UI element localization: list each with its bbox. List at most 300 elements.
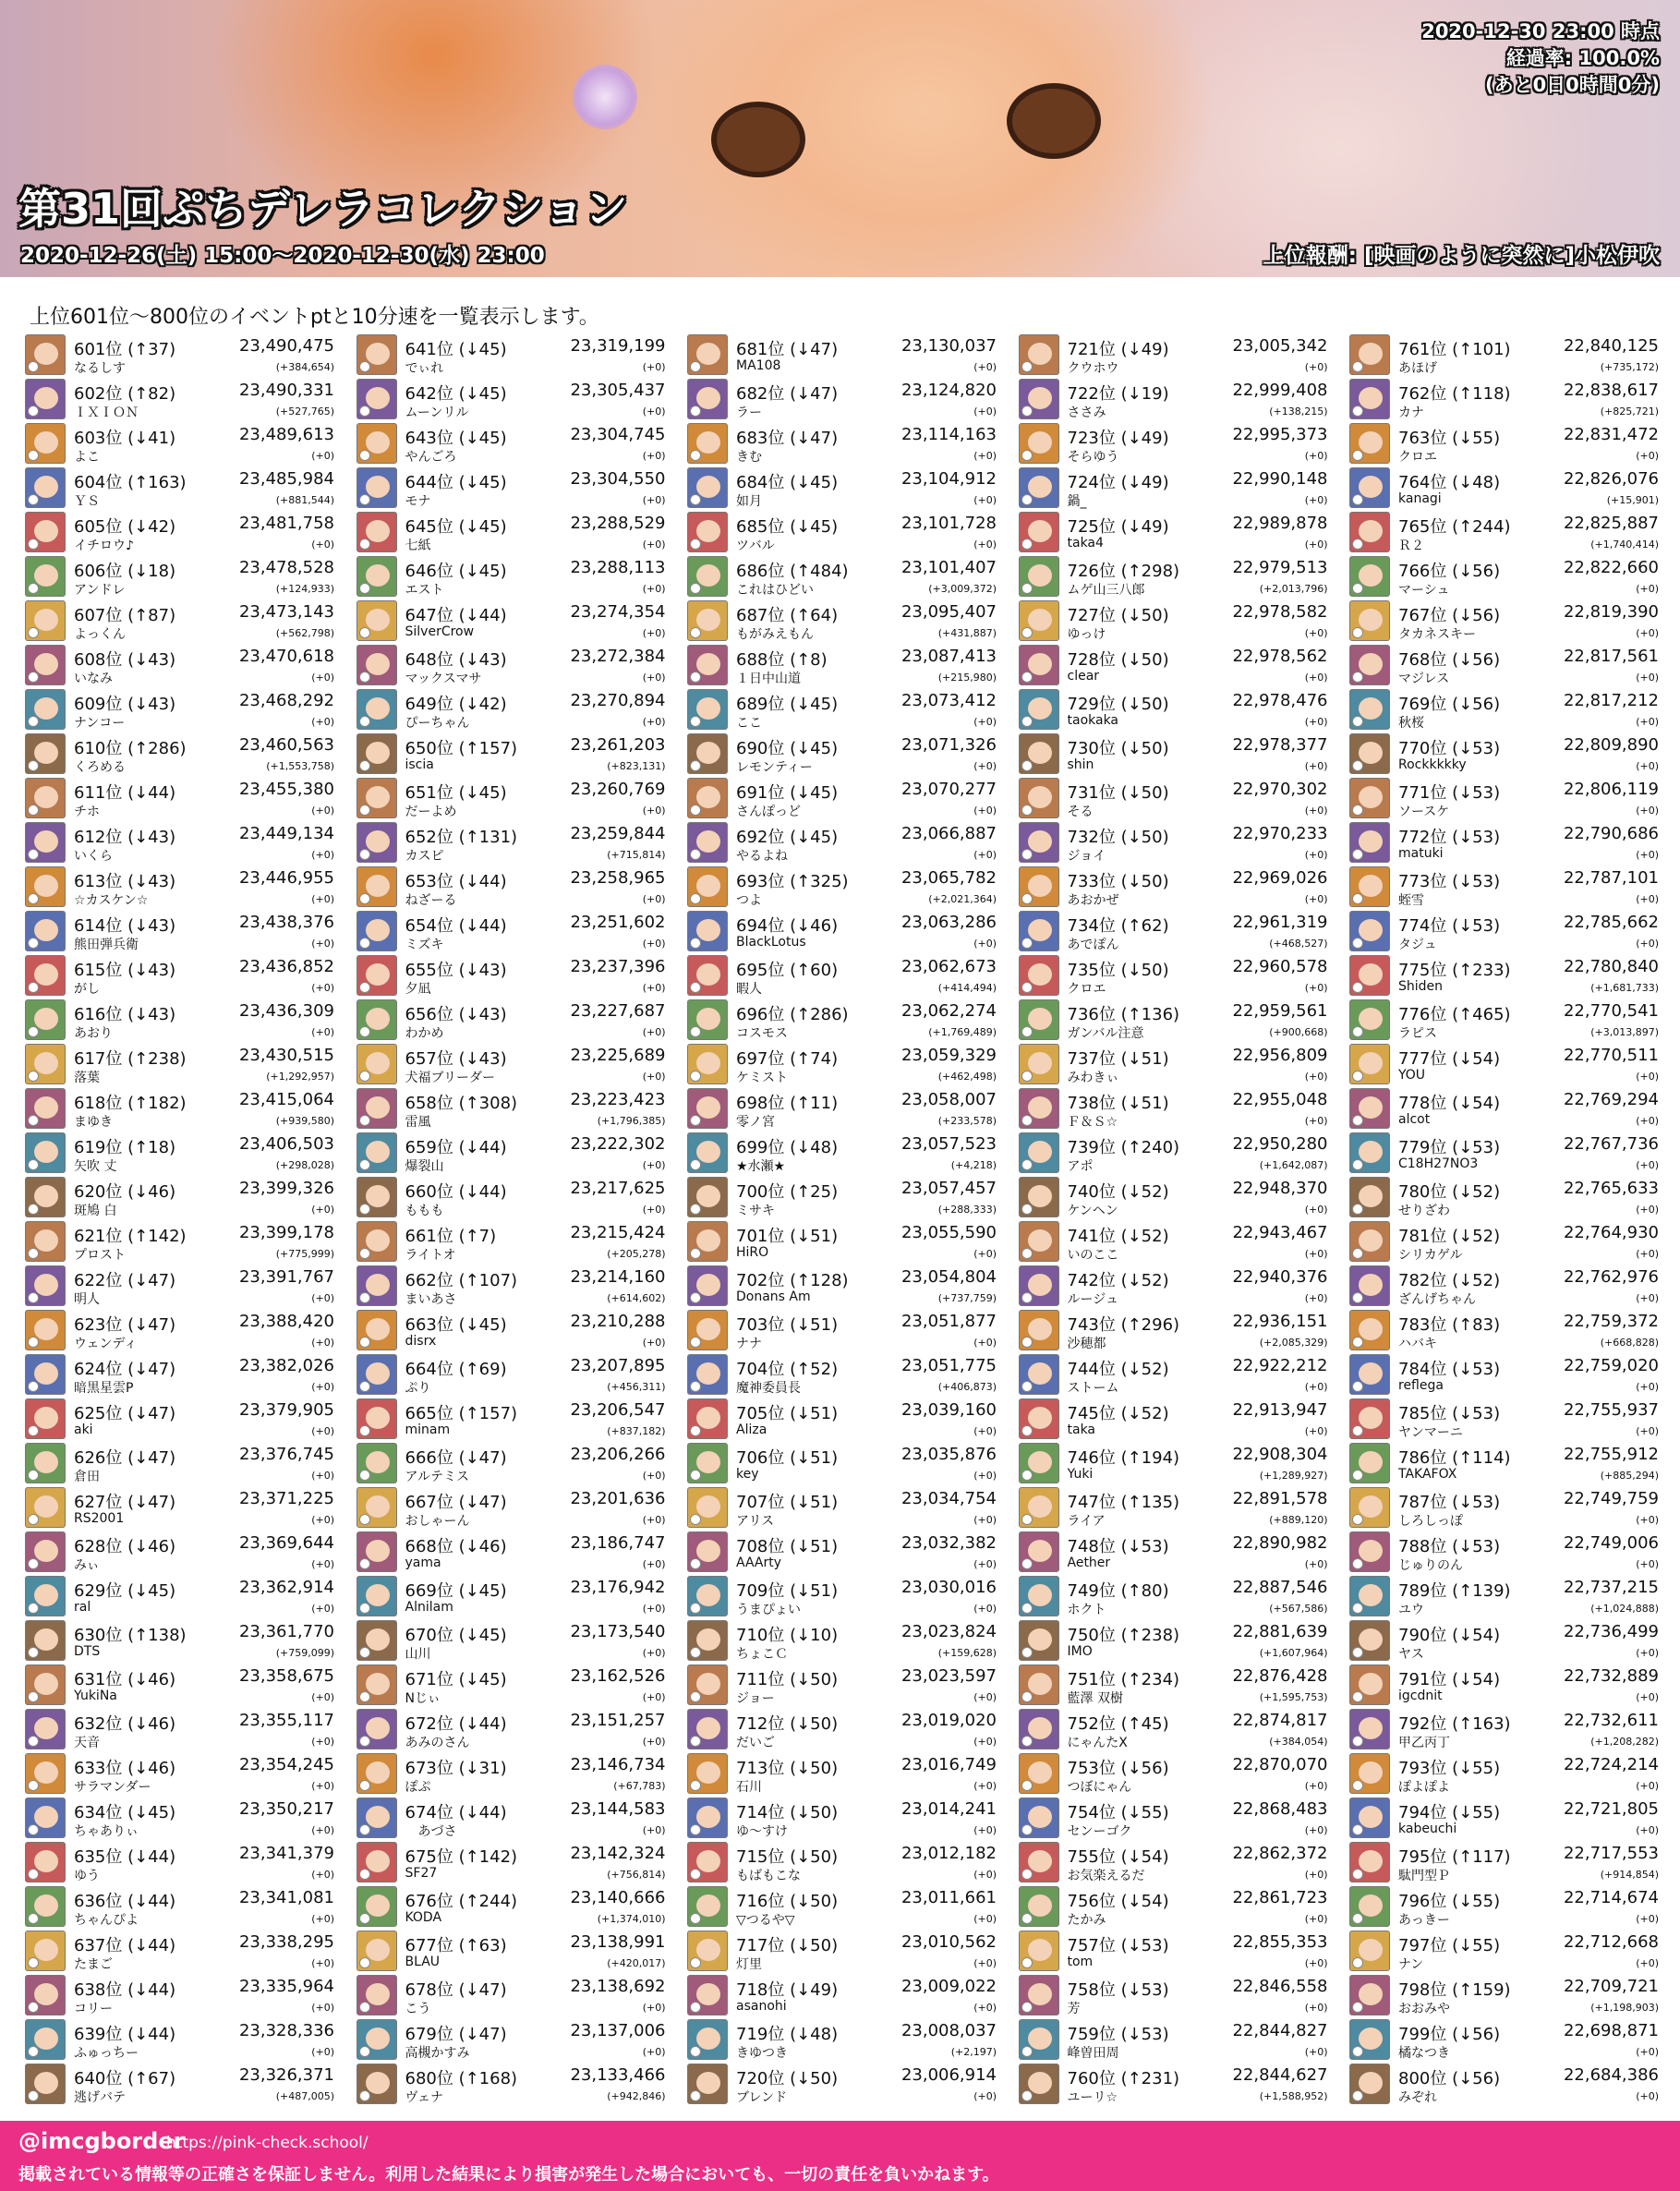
speed-value: (+0) <box>642 672 666 684</box>
point-value: 22,908,304 <box>1232 1445 1328 1464</box>
speed-value: (+527,765) <box>275 406 334 418</box>
speed-value: (+0) <box>1636 1292 1659 1304</box>
rank-text: 708位 (↓51) <box>736 1537 839 1556</box>
ranking-entry <box>25 1974 334 2018</box>
speed-value: (+0) <box>311 1292 334 1304</box>
ranking-column <box>357 333 666 2107</box>
point-value: 22,806,119 <box>1563 780 1659 799</box>
ranking-entry <box>1349 1220 1659 1265</box>
rank-text: 763位 (↓55) <box>1398 429 1501 448</box>
rank-text: 641位 (↓45) <box>405 340 507 359</box>
speed-value: (+562,798) <box>275 627 334 639</box>
player-name: カスピ <box>405 849 444 864</box>
avatar <box>1019 467 1059 508</box>
ranking-entry <box>25 378 334 422</box>
player-name: 沙穂都 <box>1067 1337 1106 1351</box>
player-name: ラー <box>736 406 762 420</box>
avatar <box>687 1221 728 1262</box>
avatar <box>1019 1398 1059 1439</box>
avatar <box>1019 733 1059 774</box>
speed-value: (+0) <box>973 539 997 551</box>
ranking-entry <box>1349 1752 1659 1797</box>
rank-text: 710位 (↓10) <box>736 1626 839 1645</box>
point-value: 23,341,081 <box>238 1888 334 1907</box>
speed-value: (+215,980) <box>937 672 997 684</box>
rank-text: 764位 (↓48) <box>1398 473 1501 492</box>
ranking-entry <box>1349 1309 1659 1353</box>
ranking-entry <box>1349 1664 1659 1708</box>
rank-text: 654位 (↓44) <box>405 916 507 936</box>
player-name: やるよね <box>736 849 788 864</box>
player-name: ケンヘン <box>1067 1204 1118 1218</box>
rank-text: 627位 (↓47) <box>74 1493 176 1512</box>
rank-text: 647位 (↓44) <box>405 606 507 625</box>
rank-text: 768位 (↓56) <box>1398 650 1501 670</box>
rank-text: 675位 (↑142) <box>405 1847 518 1867</box>
avatar <box>25 1576 66 1616</box>
rank-text: 766位 (↓56) <box>1398 562 1501 581</box>
speed-value: (+759,099) <box>275 1647 334 1659</box>
player-name: Aether <box>1067 1555 1111 1570</box>
player-name: TAKAFOX <box>1398 1467 1457 1482</box>
point-value: 23,436,852 <box>238 957 334 976</box>
avatar <box>1019 1221 1059 1262</box>
avatar <box>687 1132 728 1173</box>
rank-text: 743位 (↑296) <box>1067 1315 1180 1335</box>
rank-text: 609位 (↓43) <box>74 695 176 714</box>
avatar <box>1349 1088 1390 1129</box>
speed-value: (+0) <box>1636 716 1659 728</box>
player-name: まいあさ <box>405 1292 457 1307</box>
avatar <box>687 1886 728 1927</box>
avatar <box>357 1221 397 1262</box>
player-name: ral <box>74 1600 91 1615</box>
point-value: 22,755,912 <box>1563 1445 1659 1464</box>
speed-value: (+3,013,897) <box>1590 1026 1659 1038</box>
rank-text: 612位 (↓43) <box>74 828 176 847</box>
speed-value: (+0) <box>311 893 334 905</box>
rank-text: 731位 (↓50) <box>1067 783 1169 803</box>
avatar <box>1349 1753 1390 1794</box>
player-name: aki <box>74 1422 93 1437</box>
point-value: 23,032,382 <box>900 1533 997 1553</box>
speed-value: (+0) <box>311 982 334 994</box>
speed-value: (+0) <box>1636 672 1659 684</box>
speed-value: (+1,208,282) <box>1590 1736 1659 1748</box>
speed-value: (+0) <box>1304 982 1328 994</box>
ranking-entry <box>1019 1974 1328 2018</box>
ranking-entry <box>1349 1797 1659 1841</box>
event-period: 2020-12-26(土) 15:00〜2020-12-30(水) 23:00 <box>20 244 545 268</box>
point-value: 22,684,386 <box>1563 2065 1659 2085</box>
rank-text: 734位 (↑62) <box>1067 916 1169 936</box>
ranking-entry <box>1019 1531 1328 1575</box>
point-value: 22,759,020 <box>1563 1356 1659 1375</box>
ranking-entry <box>1019 866 1328 910</box>
ranking-entry <box>25 1619 334 1664</box>
avatar <box>25 556 66 597</box>
avatar <box>1349 999 1390 1040</box>
point-value: 23,066,887 <box>900 824 997 843</box>
ranking-entry <box>357 1353 666 1398</box>
avatar <box>1019 1354 1059 1395</box>
player-name: 鍋_ <box>1067 494 1087 509</box>
avatar <box>357 999 397 1040</box>
rank-text: 754位 (↓55) <box>1067 1803 1169 1822</box>
point-value: 22,817,212 <box>1563 691 1659 710</box>
speed-value: (+0) <box>1304 1292 1328 1304</box>
point-value: 23,272,384 <box>570 647 666 666</box>
rank-text: 778位 (↓54) <box>1398 1094 1501 1113</box>
point-value: 23,201,636 <box>570 1489 666 1508</box>
speed-value: (+0) <box>311 1425 334 1437</box>
ranking-entry <box>25 1575 334 1619</box>
rank-text: 776位 (↑465) <box>1398 1005 1511 1024</box>
point-value: 23,140,666 <box>570 1888 666 1907</box>
ranking-entry <box>25 1309 334 1353</box>
ranking-entry <box>357 1309 666 1353</box>
rank-text: 761位 (↑101) <box>1398 340 1511 359</box>
player-name: shin <box>1067 757 1094 772</box>
avatar <box>25 1798 66 1838</box>
player-name: Shiden <box>1398 979 1444 994</box>
avatar <box>357 1931 397 1971</box>
point-value: 23,124,820 <box>900 381 997 400</box>
player-name: わかめ <box>405 1026 444 1041</box>
ranking-entry <box>357 555 666 599</box>
point-value: 23,011,661 <box>900 1888 997 1907</box>
point-value: 23,328,336 <box>238 2021 334 2040</box>
rank-text: 636位 (↓44) <box>74 1892 176 1911</box>
player-name: クロエ <box>1067 982 1106 997</box>
rank-text: 676位 (↑244) <box>405 1892 518 1911</box>
ranking-entry <box>357 511 666 555</box>
rank-text: 611位 (↓44) <box>74 783 176 803</box>
point-value: 23,035,876 <box>900 1445 997 1464</box>
point-value: 22,809,890 <box>1563 735 1659 755</box>
avatar <box>687 600 728 641</box>
speed-value: (+939,580) <box>275 1115 334 1127</box>
ranking-entry <box>687 1486 997 1531</box>
player-name: Yuki <box>1067 1467 1094 1482</box>
player-name: ちょこＣ <box>736 1647 788 1662</box>
point-value: 22,890,982 <box>1232 1533 1328 1553</box>
player-name: ミズキ <box>405 938 444 952</box>
rank-text: 777位 (↓54) <box>1398 1049 1501 1069</box>
rank-text: 666位 (↓47) <box>405 1448 507 1468</box>
rank-text: 625位 (↓47) <box>74 1404 176 1423</box>
player-name: 七紙 <box>405 539 431 553</box>
avatar <box>357 1265 397 1306</box>
speed-value: (+0) <box>1304 1869 1328 1881</box>
player-name: ハバキ <box>1398 1337 1437 1351</box>
player-name: Ｒ２ <box>1398 539 1424 553</box>
point-value: 23,258,965 <box>570 868 666 888</box>
ranking-entry <box>1349 1885 1659 1930</box>
player-name: イチロウ♪ <box>74 539 134 553</box>
point-value: 23,341,379 <box>238 1844 334 1863</box>
speed-value: (+0) <box>973 1558 997 1570</box>
avatar <box>1349 1354 1390 1395</box>
rank-text: 714位 (↓50) <box>736 1803 839 1822</box>
speed-value: (+715,814) <box>607 849 666 861</box>
ranking-entry <box>1349 1398 1659 1442</box>
rank-text: 704位 (↑52) <box>736 1360 839 1379</box>
avatar <box>357 1088 397 1129</box>
speed-value: (+0) <box>311 805 334 817</box>
player-name: SilverCrow <box>405 624 475 639</box>
point-value: 22,913,947 <box>1232 1400 1328 1420</box>
point-value: 22,955,048 <box>1232 1090 1328 1109</box>
rank-text: 742位 (↓52) <box>1067 1271 1169 1290</box>
avatar <box>357 467 397 508</box>
rank-text: 796位 (↓55) <box>1398 1892 1501 1911</box>
ranking-entry <box>357 2063 666 2107</box>
avatar <box>357 733 397 774</box>
avatar <box>357 1576 397 1616</box>
rank-text: 748位 (↓53) <box>1067 1537 1169 1556</box>
avatar <box>1349 733 1390 774</box>
player-name: ★水瀬★ <box>736 1159 786 1174</box>
avatar <box>1019 1531 1059 1572</box>
player-name: 熊田弾兵衛 <box>74 938 139 952</box>
point-value: 23,415,064 <box>238 1090 334 1109</box>
player-name: いのここ <box>1067 1248 1119 1263</box>
speed-value: (+0) <box>1304 361 1328 373</box>
speed-value: (+0) <box>973 1691 997 1703</box>
point-value: 23,214,160 <box>570 1267 666 1287</box>
speed-value: (+0) <box>1636 627 1659 639</box>
ranking-entry <box>1349 1087 1659 1132</box>
speed-value: (+0) <box>642 627 666 639</box>
ranking-entry <box>357 1930 666 1974</box>
speed-value: (+0) <box>1304 672 1328 684</box>
player-name: ムゲ山三八郎 <box>1067 583 1145 598</box>
ranking-entry <box>687 1176 997 1220</box>
rank-text: 652位 (↑131) <box>405 828 518 847</box>
point-value: 23,468,292 <box>238 691 334 710</box>
avatar <box>1349 1132 1390 1173</box>
ranking-entry <box>1019 2063 1328 2107</box>
rank-text: 631位 (↓46) <box>74 1670 176 1689</box>
speed-value: (+823,131) <box>607 760 666 772</box>
point-value: 23,261,203 <box>570 735 666 755</box>
rank-text: 745位 (↓52) <box>1067 1404 1169 1423</box>
speed-value: (+1,374,010) <box>597 1913 666 1925</box>
speed-value: (+138,215) <box>1269 406 1328 418</box>
rank-text: 608位 (↓43) <box>74 650 176 670</box>
avatar <box>1349 1221 1390 1262</box>
avatar <box>1349 2064 1390 2104</box>
ranking-entry <box>1019 1841 1328 1885</box>
rank-text: 693位 (↑325) <box>736 872 849 891</box>
point-value: 23,144,583 <box>570 1799 666 1819</box>
rank-text: 659位 (↓44) <box>405 1138 507 1157</box>
avatar <box>1019 911 1059 951</box>
player-name: ☆カスケン☆ <box>74 893 149 908</box>
rank-text: 656位 (↓43) <box>405 1005 507 1024</box>
player-name: ゆう <box>74 1869 100 1883</box>
point-value: 23,063,286 <box>900 913 997 932</box>
ranking-entry <box>25 1885 334 1930</box>
player-name: ケミスト <box>736 1071 788 1085</box>
rank-text: 707位 (↓51) <box>736 1493 839 1512</box>
player-name: なるしす <box>74 361 126 376</box>
twitter-handle[interactable]: @imcgborder <box>18 2128 185 2154</box>
player-name: ゆっけ <box>1067 627 1106 642</box>
player-name: もばもこな <box>736 1869 801 1883</box>
ranking-entry <box>687 599 997 644</box>
point-value: 22,765,633 <box>1563 1179 1659 1198</box>
player-name: あみのさん <box>405 1736 470 1750</box>
rank-text: 642位 (↓45) <box>405 384 507 404</box>
point-value: 23,010,562 <box>900 1932 997 1952</box>
avatar <box>1349 1664 1390 1705</box>
rank-text: 621位 (↑142) <box>74 1227 187 1246</box>
avatar <box>1349 334 1390 375</box>
ranking-entry <box>687 466 997 511</box>
avatar <box>1019 1620 1059 1661</box>
ranking-entry <box>357 1885 666 1930</box>
avatar <box>687 1398 728 1439</box>
avatar <box>687 1753 728 1794</box>
avatar <box>1019 1487 1059 1528</box>
player-name: 山川 <box>405 1647 431 1662</box>
ranking-entry <box>25 466 334 511</box>
ranking-entry <box>687 1309 997 1353</box>
rank-text: 688位 (↑8) <box>736 650 828 670</box>
speed-value: (+0) <box>311 1824 334 1836</box>
avatar <box>25 911 66 951</box>
avatar <box>357 1664 397 1705</box>
ranking-entry <box>687 1841 997 1885</box>
player-name: HiRO <box>736 1245 769 1260</box>
player-name: こう <box>405 2002 431 2016</box>
rank-text: 683位 (↓47) <box>736 429 839 448</box>
ranking-entry <box>357 1265 666 1309</box>
character-eye-left <box>711 102 805 177</box>
player-name: YukiNa <box>74 1689 117 1703</box>
rank-text: 669位 (↓45) <box>405 1581 507 1601</box>
avatar <box>1019 1443 1059 1483</box>
ranking-entry <box>357 954 666 999</box>
site-link[interactable]: https://pink-check.school/ <box>166 2134 369 2152</box>
avatar <box>1019 1798 1059 1838</box>
player-name: そらゆう <box>1067 450 1119 465</box>
speed-value: (+0) <box>1636 1115 1659 1127</box>
ranking-entry <box>1019 1353 1328 1398</box>
player-name: よこ <box>74 450 100 465</box>
player-name: マジレス <box>1398 672 1450 686</box>
point-value: 22,826,076 <box>1563 469 1659 489</box>
player-name: みわきぃ <box>1067 1071 1119 1085</box>
avatar <box>1019 645 1059 685</box>
ranking-entry <box>1019 1220 1328 1265</box>
speed-value: (+0) <box>1636 583 1659 595</box>
player-name: 暗黒星雲P <box>74 1381 134 1396</box>
avatar <box>357 512 397 552</box>
speed-value: (+837,182) <box>607 1425 666 1437</box>
speed-value: (+0) <box>642 1071 666 1083</box>
avatar <box>1349 955 1390 996</box>
ranking-column <box>1349 333 1659 2107</box>
player-name: taokaka <box>1067 713 1119 728</box>
rank-text: 722位 (↓19) <box>1067 384 1169 404</box>
player-name: 天音 <box>74 1736 100 1750</box>
speed-value: (+0) <box>311 1026 334 1038</box>
point-value: 23,391,767 <box>238 1267 334 1287</box>
point-value: 22,959,561 <box>1232 1001 1328 1021</box>
ranking-entry <box>687 378 997 422</box>
avatar <box>687 1931 728 1971</box>
point-value: 23,014,241 <box>900 1799 997 1819</box>
player-name: ジョイ <box>1067 849 1106 864</box>
speed-value: (+233,578) <box>937 1115 997 1127</box>
avatar <box>1019 379 1059 419</box>
point-value: 22,780,840 <box>1563 957 1659 976</box>
rank-text: 756位 (↓54) <box>1067 1892 1169 1911</box>
avatar <box>1019 822 1059 863</box>
point-value: 23,217,625 <box>570 1179 666 1198</box>
rank-text: 798位 (↑159) <box>1398 1980 1511 2000</box>
ranking-entry <box>25 1664 334 1708</box>
speed-value: (+0) <box>311 849 334 861</box>
avatar <box>25 1709 66 1749</box>
ranking-entry <box>1019 511 1328 555</box>
speed-value: (+0) <box>1304 2002 1328 2014</box>
player-name: ぷり <box>405 1381 431 1396</box>
speed-value: (+1,588,952) <box>1259 2090 1328 2102</box>
player-name: ふゅっちー <box>74 2046 139 2061</box>
rank-text: 617位 (↑238) <box>74 1049 187 1069</box>
avatar <box>1019 1931 1059 1971</box>
avatar <box>1019 1132 1059 1173</box>
rank-text: 736位 (↑136) <box>1067 1005 1180 1024</box>
rank-text: 633位 (↓46) <box>74 1759 176 1778</box>
ranking-entry <box>1019 644 1328 688</box>
player-name: チホ <box>74 805 100 819</box>
avatar <box>687 1664 728 1705</box>
point-value: 22,887,546 <box>1232 1578 1328 1597</box>
speed-value: (+0) <box>311 1957 334 1969</box>
point-value: 22,970,233 <box>1232 824 1328 843</box>
rank-text: 696位 (↑286) <box>736 1005 849 1024</box>
ranking-entry <box>25 599 334 644</box>
ranking-entry <box>25 2063 334 2107</box>
ranking-entry <box>1349 333 1659 378</box>
speed-value: (+159,628) <box>937 1647 997 1659</box>
ranking-entry <box>687 1752 997 1797</box>
rank-text: 753位 (↓56) <box>1067 1759 1169 1778</box>
point-value: 23,146,734 <box>570 1755 666 1774</box>
player-name: ゆ〜すけ <box>736 1824 788 1839</box>
ranking-entry <box>1349 1841 1659 1885</box>
player-name: ＩＸＩＯＮ <box>74 406 139 420</box>
point-value: 23,376,745 <box>238 1445 334 1464</box>
rank-text: 784位 (↓53) <box>1398 1360 1501 1379</box>
point-value: 22,736,499 <box>1563 1622 1659 1641</box>
ranking-entry <box>687 555 997 599</box>
speed-value: (+0) <box>1304 760 1328 772</box>
speed-value: (+567,586) <box>1269 1603 1328 1615</box>
ranking-entry <box>687 1930 997 1974</box>
rank-text: 684位 (↓45) <box>736 473 839 492</box>
ranking-entry <box>25 1132 334 1176</box>
point-value: 23,130,037 <box>900 336 997 356</box>
rank-text: 757位 (↓53) <box>1067 1936 1169 1955</box>
point-value: 23,251,602 <box>570 913 666 932</box>
avatar <box>357 1132 397 1173</box>
